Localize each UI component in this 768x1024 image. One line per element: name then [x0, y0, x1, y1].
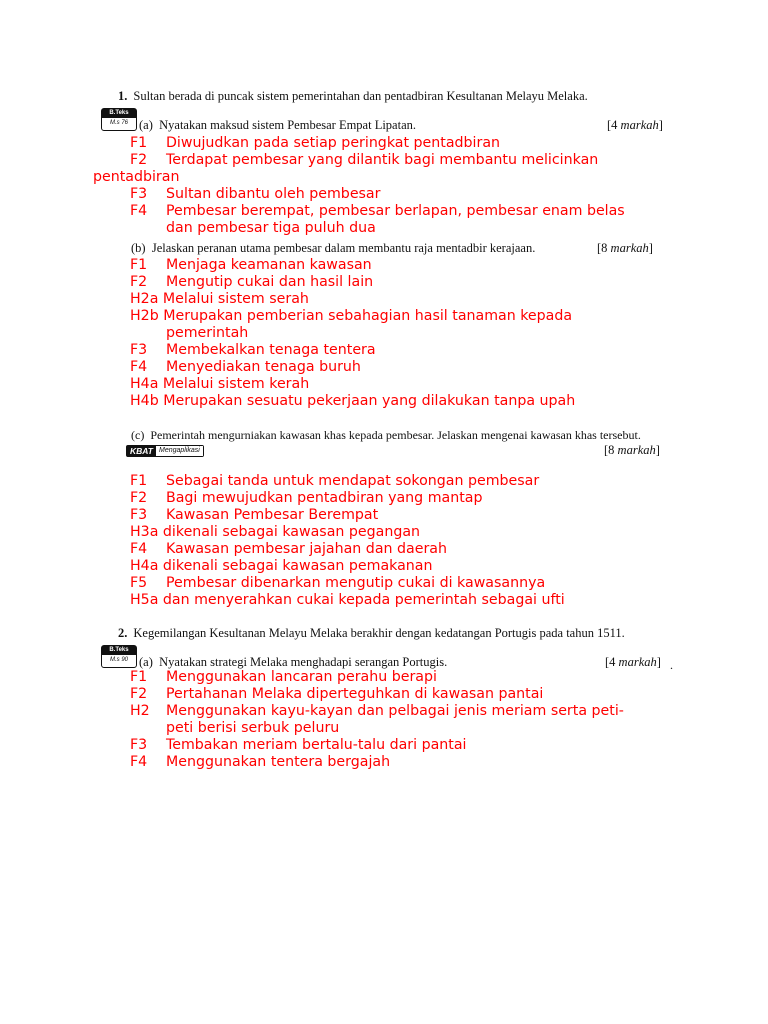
answer-code: F3: [130, 737, 148, 753]
kbat-badge: [126, 445, 204, 457]
answer-1c-f4: [130, 541, 447, 558]
answer-1b-h2b: [130, 308, 572, 325]
marks-1b-close: ]: [648, 241, 653, 255]
marks-1b: [597, 241, 653, 256]
kbat-label: KBAT: [127, 446, 156, 456]
marks-2a-word: markah: [618, 655, 657, 669]
marks-1b-word: markah: [610, 241, 649, 255]
marks-1a-open: [4: [607, 118, 621, 132]
answer-2a-f4: [130, 754, 390, 771]
answer-1b-f1: [130, 257, 372, 274]
answer-text: Terdapat pembesar yang dilantik bagi membantu melicinkan: [166, 152, 599, 168]
textbook-badge-top: B.Teks: [102, 646, 136, 655]
marks-1c-word: markah: [617, 443, 656, 457]
answer-text: Merupakan sesuatu pekerjaan yang dilakukan tanpa upah: [163, 393, 576, 409]
answer-text-cont: peti berisi serbuk peluru: [166, 720, 340, 736]
question-1b-text: Jelaskan peranan utama pembesar dalam membantu raja mentadbir kerajaan.: [151, 241, 536, 255]
answer-text: Kawasan pembesar jajahan dan daerah: [166, 541, 447, 557]
answer-1b-h2a: [130, 291, 309, 308]
marks-1c-close: ]: [655, 443, 660, 457]
answer-code: F3: [130, 186, 148, 202]
answer-2a-f3: [130, 737, 466, 754]
answer-text: Sultan dibantu oleh pembesar: [166, 186, 381, 202]
question-1a: [139, 118, 416, 133]
question-2-number: 2.: [118, 626, 128, 640]
answer-code: F2: [130, 152, 148, 168]
question-1: [118, 89, 588, 104]
marks-1a-close: ]: [658, 118, 663, 132]
answer-code: H5a: [130, 592, 159, 608]
answer-1a-f2: [130, 152, 598, 169]
answer-1c-h3a: [130, 524, 420, 541]
answer-code: F4: [130, 359, 148, 375]
question-1b-label: (b): [131, 241, 146, 255]
marks-1b-open: [8: [597, 241, 611, 255]
answer-code: F5: [130, 575, 148, 591]
answer-2a-h2: [130, 703, 624, 720]
answer-code: F4: [130, 541, 148, 557]
kbat-level: Mengaplikasi: [156, 446, 203, 456]
answer-2a-f1: [130, 669, 437, 686]
question-1-text: Sultan berada di puncak sistem pemerintahan dan pentadbiran Kesultanan Melayu Melaka.: [133, 89, 588, 103]
answer-text: Pembesar berempat, pembesar berlapan, pembesar enam belas: [166, 203, 625, 219]
answer-1c-f5: [130, 575, 545, 592]
answer-1a-f1: [130, 135, 500, 152]
answer-1a-f4: [130, 203, 625, 220]
marks-1c: [604, 443, 660, 458]
answer-code: F3: [130, 507, 148, 523]
answer-code: F3: [130, 342, 148, 358]
answer-text: Kawasan Pembesar Berempat: [166, 507, 379, 523]
answer-code: F2: [130, 686, 148, 702]
answer-1c-f2: [130, 490, 482, 507]
answer-text: Melalui sistem kerah: [162, 376, 310, 392]
question-2a-label: (a): [139, 655, 153, 669]
marks-2a-open: [4: [605, 655, 619, 669]
answer-text: Menggunakan kayu-kayan dan pelbagai jenis meriam serta peti-: [166, 703, 624, 719]
answer-text-cont: pentadbiran: [93, 169, 180, 185]
answer-code: H4b: [130, 393, 159, 409]
answer-code: F2: [130, 490, 148, 506]
question-1c-text: Pemerintah mengurniakan kawasan khas kepada pembesar. Jelaskan mengenai kawasan khas tersebut.: [150, 428, 641, 442]
answer-text: Merupakan pemberian sebahagian hasil tanaman kepada: [163, 308, 573, 324]
question-1-number: 1.: [118, 89, 128, 103]
answer-text: Bagi mewujudkan pentadbiran yang mantap: [166, 490, 483, 506]
answer-text: Diwujudkan pada setiap peringkat pentadbiran: [166, 135, 501, 151]
answer-text-cont: pemerintah: [166, 325, 249, 341]
answer-1b-h2b-cont: [166, 325, 248, 342]
answer-1b-h4b: [130, 393, 575, 410]
question-1a-text: Nyatakan maksud sistem Pembesar Empat Lipatan.: [159, 118, 417, 132]
answer-code: H2a: [130, 291, 159, 307]
marks-1a-word: markah: [620, 118, 659, 132]
answer-code: F4: [130, 203, 148, 219]
answer-text: Menjaga keamanan kawasan: [166, 257, 372, 273]
answer-1c-h4a: [130, 558, 432, 575]
answer-code: H3a: [130, 524, 159, 540]
answer-1c-f1: [130, 473, 539, 490]
answer-1c-h5a: [130, 592, 565, 609]
answer-text: Menggunakan lancaran perahu berapi: [166, 669, 437, 685]
answer-code: F1: [130, 257, 148, 273]
marks-2a-close: ]: [656, 655, 661, 669]
question-2: [118, 626, 625, 641]
answer-text: dikenali sebagai kawasan pegangan: [162, 524, 421, 540]
marks-1c-open: [8: [604, 443, 618, 457]
answer-2a-f2: [130, 686, 543, 703]
answer-1a-f2-cont: [93, 169, 179, 186]
answer-1c-f3: [130, 507, 378, 524]
answer-text: dan menyerahkan cukai kepada pemerintah sebagai ufti: [162, 592, 565, 608]
answer-1b-f4: [130, 359, 361, 376]
answer-text: dikenali sebagai kawasan pemakanan: [162, 558, 433, 574]
answer-1a-f3: [130, 186, 380, 203]
answer-code: F1: [130, 135, 148, 151]
question-2-text: Kegemilangan Kesultanan Melayu Melaka berakhir dengan kedatangan Portugis pada tahun 1511.: [133, 626, 625, 640]
marks-2a: [605, 655, 661, 670]
textbook-badge-q2: [101, 645, 137, 668]
answer-code: H2b: [130, 308, 159, 324]
answer-code: F1: [130, 473, 148, 489]
answer-1b-f3: [130, 342, 376, 359]
answer-text: Menggunakan tentera bergajah: [166, 754, 391, 770]
answer-text-cont: dan pembesar tiga puluh dua: [166, 220, 376, 236]
textbook-badge-page: M.s 90: [109, 657, 128, 663]
answer-1b-f2: [130, 274, 373, 291]
answer-code: H4a: [130, 558, 159, 574]
answer-text: Pertahanan Melaka diperteguhkan di kawasan pantai: [166, 686, 544, 702]
question-2a-text: Nyatakan strategi Melaka menghadapi serangan Portugis.: [159, 655, 448, 669]
question-1c: [131, 428, 641, 443]
answer-code: F2: [130, 274, 148, 290]
answer-1b-h4a: [130, 376, 309, 393]
question-1a-label: (a): [139, 118, 153, 132]
answer-text: Sebagai tanda untuk mendapat sokongan pembesar: [166, 473, 540, 489]
marks-1a: [607, 118, 663, 133]
stray-mark: .: [670, 658, 673, 672]
question-2a: [139, 655, 447, 670]
question-1c-label: (c): [131, 428, 145, 442]
question-1b: [131, 241, 535, 256]
answer-text: Menyediakan tenaga buruh: [166, 359, 361, 375]
textbook-badge-page: M.s 76: [109, 120, 128, 126]
answer-code: F1: [130, 669, 148, 685]
answer-code: H4a: [130, 376, 159, 392]
answer-code: H2: [130, 703, 150, 719]
textbook-badge-top: B.Teks: [102, 109, 136, 118]
answer-text: Melalui sistem serah: [162, 291, 309, 307]
answer-text: Membekalkan tenaga tentera: [166, 342, 376, 358]
answer-1a-f4-cont: [166, 220, 376, 237]
answer-text: Tembakan meriam bertalu-talu dari pantai: [166, 737, 467, 753]
answer-code: F4: [130, 754, 148, 770]
answer-2a-h2-cont: [166, 720, 339, 737]
textbook-badge-q1: [101, 108, 137, 131]
answer-text: Pembesar dibenarkan mengutip cukai di kawasannya: [166, 575, 546, 591]
answer-text: Mengutip cukai dan hasil lain: [166, 274, 374, 290]
